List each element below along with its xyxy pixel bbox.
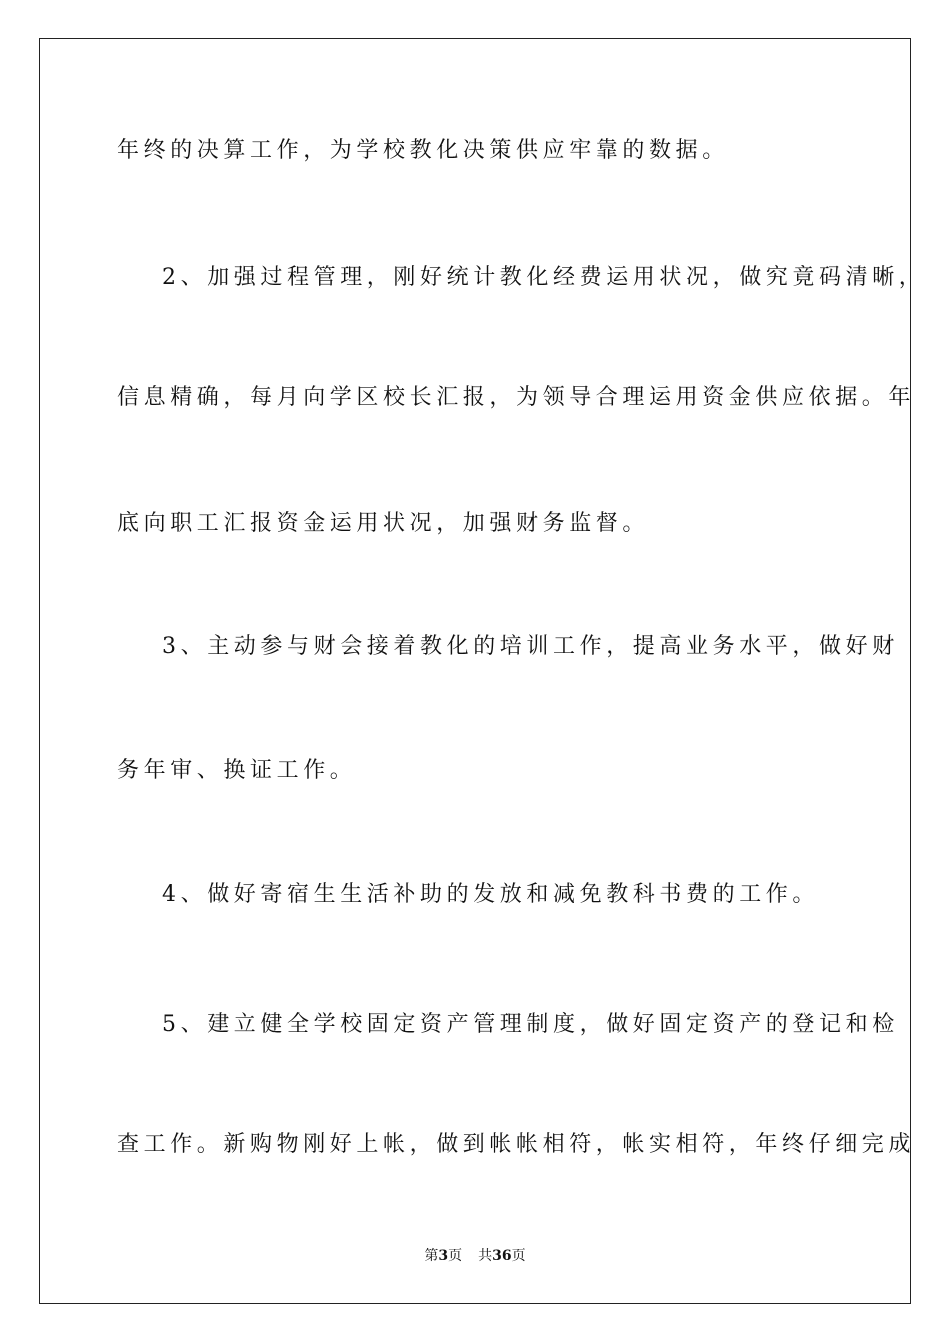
page-number: 3: [438, 1248, 449, 1264]
page-border: [39, 38, 926, 1304]
text-line: 查工作。新购物刚好上帐，做到帐帐相符，帐实相符，年终仔细完成: [117, 1132, 916, 1157]
text-line: 底向职工汇报资金运用状况，加强财务监督。: [117, 511, 650, 536]
text-line: 2、加强过程管理，刚好统计教化经费运用状况，做究竟码清晰，: [162, 265, 926, 290]
page-suffix: 页: [448, 1248, 463, 1264]
page-prefix: 第: [424, 1248, 439, 1264]
total-prefix: 共: [478, 1248, 493, 1264]
total-suffix: 页: [511, 1248, 526, 1264]
total-pages: 36: [492, 1248, 512, 1264]
text-line: 4、做好寄宿生生活补助的发放和减免教科书费的工作。: [162, 882, 819, 907]
text-line: 3、主动参与财会接着教化的培训工作，提高业务水平，做好财: [162, 634, 899, 659]
text-line: 年终的决算工作，为学校教化决策供应牢靠的数据。: [117, 138, 729, 163]
text-line: 信息精确，每月向学区校长汇报，为领导合理运用资金供应依据。年: [117, 385, 916, 410]
page-footer: [0, 1246, 950, 1266]
text-line: 5、建立健全学校固定资产管理制度，做好固定资产的登记和检: [162, 1012, 899, 1037]
text-line: 务年审、换证工作。: [117, 758, 357, 783]
